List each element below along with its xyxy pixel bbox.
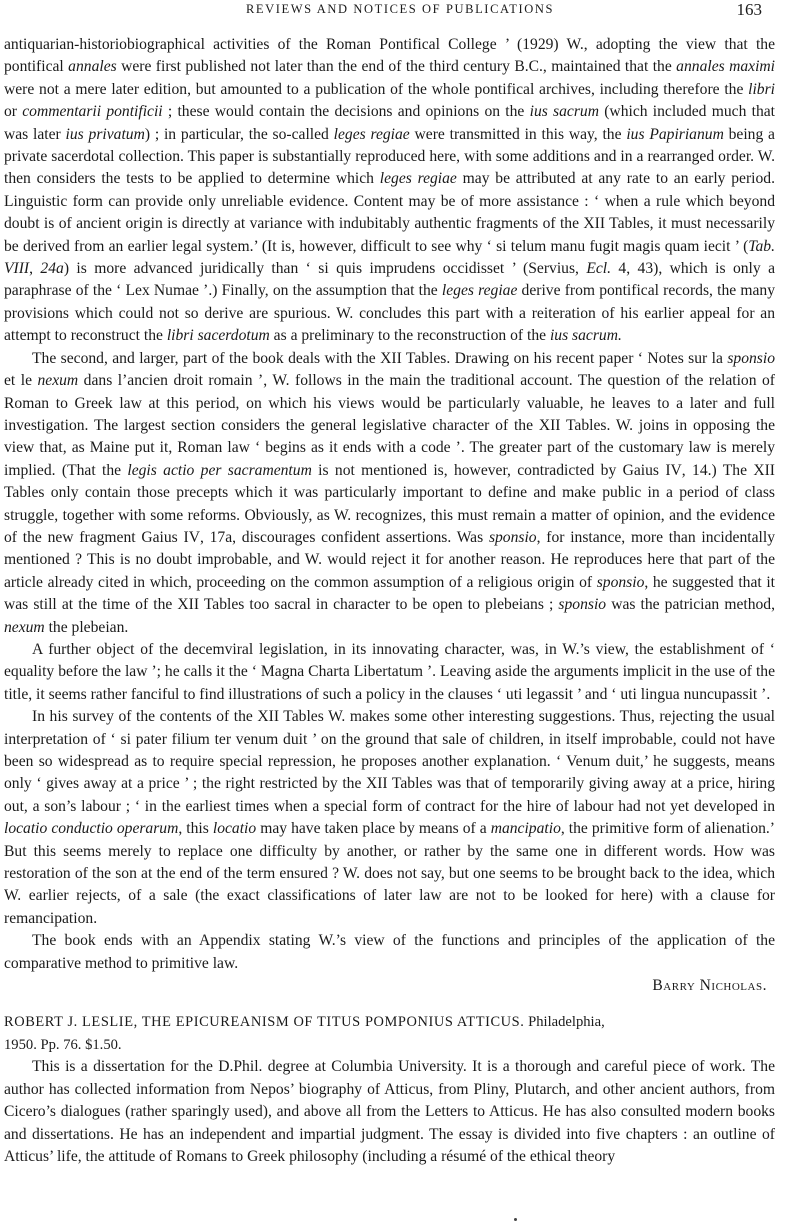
review2-details: 1950. Pp. 76. $1.50.: [4, 1036, 122, 1053]
scan-mark: [514, 1218, 517, 1221]
review2-paragraph-1: This is a dissertation for the D.Phil. degree at Columbia University. It is a thorough and careful piece of work. The author has collected information from Nepos’ biography of Atticus, from Pliny, Plutarch, and other ancient authors, from Cicero’s dialogues (rather sparingly used), and above all from the Letters to Atticus. He has also consulted modern books and dissertations. He has an independent and impartial judgment. The essay is divided into five chapters : an outline of Atticus’ life, the attitude of Romans to Greek philosophy (including a résumé of the ethical theory: [4, 1058, 775, 1165]
page-header: [0, 2, 800, 22]
page-body: [4, 34, 775, 1168]
page-number: 163: [736, 0, 762, 19]
review2-publisher: Philadelphia,: [524, 1014, 605, 1031]
review2-heading: [4, 1011, 775, 1056]
review1-paragraph-2: The second, and larger, part of the book deals with the XII Tables. Drawing on his recent paper ‘ Notes sur la sponsio et le nexum dans l’ancien droit romain ’, W. follows in the main the traditional account. The question of the relation of Roman to Greek law at this period, on which his views would be particularly valuable, he leaves to a later and full investigation. The largest section considers the general legislative character of the XII Tables. W. joins in opposing the view that, as Maine put it, Roman law ‘ begins as it ends with a code ’. The greater part of the customary law is merely implied. (That the legis actio per sacramentum is not mentioned is, however, contradicted by Gaius IV, 14.) The XII Tables only contain those precepts which it was particularly important to define and make public in a period of class struggle, together with some reforms. Obviously, as W. recognizes, this must remain a matter of opinion, and the evidence of the new fragment Gaius IV, 17a, discourages confident assertions. Was sponsio, for instance, more than incidentally mentioned ? This is no doubt improbable, and W. would reject it for another reason. He reproduces here that part of the article already cited in which, proceeding on the common assumption of a religious origin of sponsio, he suggested that it was still at the time of the XII Tables too sacral in character to be open to plebeians ; sponsio was the patrician method, nexum the plebeian.: [4, 349, 775, 636]
running-head: REVIEWS AND NOTICES OF PUBLICATIONS: [245, 2, 555, 16]
review1-paragraph-3: A further object of the decemviral legislation, in its innovating character, was, in W.’s view, the establishment of ‘ equality before the law ’; he calls it the ‘ Magna Charta Libertatum ’. Leaving aside the arguments implicit in the use of the title, it seems rather fanciful to find illustrations of such a policy in the clauses ‘ uti legassit ’ and ‘ uti lingua nuncupassit ’.: [4, 640, 775, 703]
review1-paragraph-1: antiquarian-historiobiographical activities of the Roman Pontifical College ’ (1929) W., adopting the view that the pontifical annales were first published not later than the end of the third century B.C., maintained that the annales maximi were not a mere later edition, but amounted to a publication of the whole pontifical archives, including therefore the libri or commentarii pontificii ; these would contain the decisions and opinions on the ius sacrum (which included much that was later ius privatum) ; in particular, the so-called leges regiae were transmitted in this way, the ius Papirianum being a private sacerdotal collection. This paper is substantially reproduced here, with some additions and in a rearranged order. W. then considers the tests to be applied to determine which leges regiae may be attributed at any rate to an early period. Linguistic form can provide only unreliable evidence. Content may be of more assistance : ‘ when a rule which beyond doubt is of ancient origin is directly at variance with indubitably authentic fragments of the XII Tables, it must necessarily be derived from an earlier legal system.’ (It is, however, difficult to see why ‘ si telum manu fugit magis quam iecit ’ (Tab. VIII, 24a) is more advanced juridically than ‘ si quis imprudens occidisset ’ (Servius, Ecl. 4, 43), which is only a paraphrase of the ‘ Lex Numae ’.) Finally, on the assumption that the leges regiae derive from pontifical records, the many provisions which could not so derive are spurious. W. concludes this part with a reiteration of his earlier appeal for an attempt to reconstruct the libri sacerdotum as a preliminary to the reconstruction of the ius sacrum.: [4, 36, 776, 345]
review1-paragraph-4: In his survey of the contents of the XII Tables W. makes some other interesting suggestions. Thus, rejecting the usual interpretation of ‘ si pater filium ter venum duit ’ on the ground that sale of children, in itself improbable, could not have been so widespread as to require special repression, he proposes another explanation. ‘ Venum duit,’ he suggests, means only ‘ gives away at a price ’ ; the right restricted by the XII Tables was that of temporarily giving away at a price, hiring out, a son’s labour ; ‘ in the earliest times when a special form of contract for the hire of labour had not yet developed in locatio conductio operarum, this locatio may have taken place by means of a mancipatio, the primitive form of alienation.’ But this seems merely to replace one difficulty by another, or rather by the same one in different words. How was restoration of the son at the end of the term ensured ? W. does not say, but one seems to be brought back to the idea, which W. earlier rejects, of a sale (the exact classifications of later law are not to be looked for here) with a clause for remancipation.: [4, 708, 775, 927]
reviewer-signature: Barry Nicholas.: [652, 977, 767, 995]
review1-paragraph-5: The book ends with an Appendix stating W.’s view of the functions and principles of the application of the comparative method to primitive law.: [4, 932, 775, 972]
review2-author-title: ROBERT J. LESLIE, THE EPICUREANISM OF TITUS POMPONIUS ATTICUS.: [4, 1014, 525, 1031]
